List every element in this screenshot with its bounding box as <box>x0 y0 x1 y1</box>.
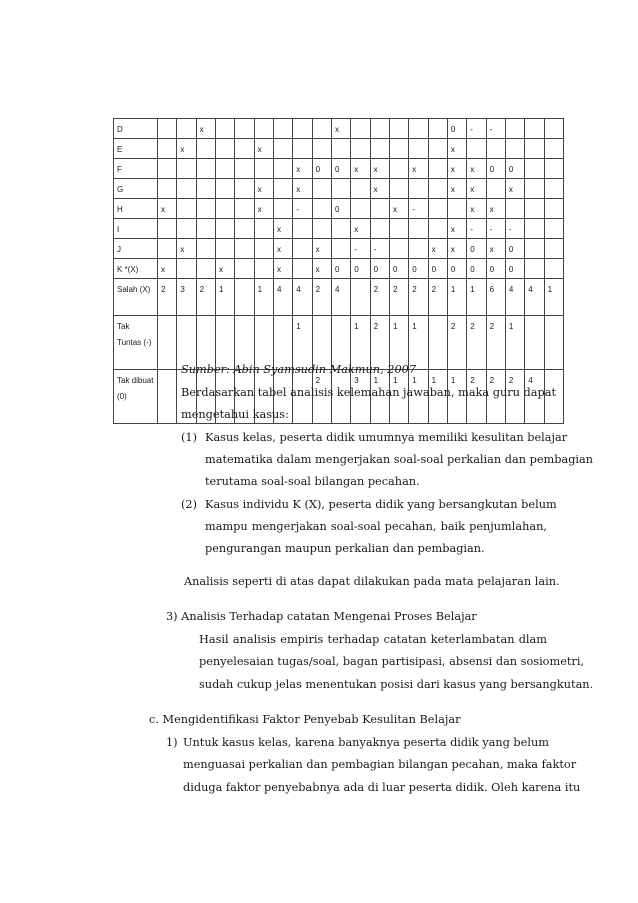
table-row <box>114 199 564 219</box>
list-item-line: matematika dalam mengerjakan soal-soal perkalian dan pembagian <box>205 453 594 466</box>
table-cell <box>254 239 273 259</box>
table-cell: 2 <box>447 316 466 370</box>
table-cell: 1 <box>447 370 466 424</box>
table-row <box>114 259 564 279</box>
table-cell <box>235 219 254 239</box>
row-label: Salah (X) <box>114 279 158 316</box>
table-cell <box>293 239 312 259</box>
table-cell: 0 <box>331 259 350 279</box>
table-cell <box>273 199 292 219</box>
table-cell <box>158 239 177 259</box>
table-cell: 4 <box>525 370 544 424</box>
table-cell <box>428 159 447 179</box>
table-cell <box>389 159 408 179</box>
analysis-table-container <box>113 118 563 424</box>
table-cell <box>428 119 447 139</box>
table-cell: - <box>351 239 370 259</box>
table-cell: 0 <box>331 159 350 179</box>
table-cell <box>273 119 292 139</box>
table-cell: - <box>505 219 524 239</box>
table-cell <box>389 119 408 139</box>
table-cell <box>544 199 563 219</box>
paragraph-line: Berdasarkan tabel analisis kelemahan jawaban, maka guru dapat <box>181 386 556 399</box>
table-cell <box>293 259 312 279</box>
table-cell: x <box>447 219 466 239</box>
table-cell <box>196 179 215 199</box>
row-label: Tak Tuntas (-) <box>114 316 158 370</box>
table-cell: 0 <box>428 259 447 279</box>
table-cell: 1 <box>293 316 312 370</box>
list-number: (1) <box>181 431 198 444</box>
table-cell: 0 <box>370 259 389 279</box>
table-cell <box>525 219 544 239</box>
table-cell <box>486 179 505 199</box>
table-cell <box>235 239 254 259</box>
table-cell: x <box>447 139 466 159</box>
table-cell <box>215 219 234 239</box>
table-row <box>114 279 564 316</box>
table-cell <box>273 179 292 199</box>
row-label: I <box>114 219 158 239</box>
table-cell: x <box>331 119 350 139</box>
table-cell: - <box>370 239 389 259</box>
table-cell <box>293 219 312 239</box>
table-cell: 2 <box>389 279 408 316</box>
table-cell: x <box>486 239 505 259</box>
table-cell <box>273 139 292 159</box>
table-cell: 2 <box>312 370 331 424</box>
table-cell: 0 <box>486 159 505 179</box>
table-cell <box>544 259 563 279</box>
table-cell: x <box>351 219 370 239</box>
table-cell: - <box>409 199 428 219</box>
table-cell: x <box>158 199 177 219</box>
table-cell <box>544 219 563 239</box>
table-cell: x <box>293 159 312 179</box>
row-label: J <box>114 239 158 259</box>
table-cell: x <box>215 259 234 279</box>
table-cell <box>409 179 428 199</box>
list-item-line: terutama soal-soal bilangan pecahan. <box>205 475 420 488</box>
paragraph-line: Hasil analisis empiris terhadap catatan keterlambatan dlam <box>199 633 547 646</box>
table-cell <box>215 139 234 159</box>
table-cell <box>525 239 544 259</box>
table-cell <box>196 159 215 179</box>
table-cell: 2 <box>486 316 505 370</box>
table-cell <box>312 139 331 159</box>
table-cell <box>196 219 215 239</box>
table-cell: x <box>370 179 389 199</box>
table-cell: 0 <box>505 259 524 279</box>
table-cell: 0 <box>447 119 466 139</box>
table-cell: 0 <box>409 259 428 279</box>
table-cell: 1 <box>467 279 486 316</box>
table-cell <box>544 139 563 159</box>
table-cell: 1 <box>544 279 563 316</box>
table-cell <box>235 259 254 279</box>
table-cell <box>312 219 331 239</box>
table-cell: 0 <box>467 239 486 259</box>
table-cell <box>177 199 196 219</box>
table-cell <box>525 119 544 139</box>
table-cell: 1 <box>428 370 447 424</box>
table-cell: x <box>273 219 292 239</box>
table-cell: - <box>293 199 312 219</box>
table-cell: 0 <box>331 199 350 219</box>
table-cell: 0 <box>505 159 524 179</box>
paragraph-line: penyelesaian tugas/soal, bagan partisipasi, absensi dan sosiometri, <box>199 655 585 668</box>
table-cell <box>544 119 563 139</box>
table-row <box>114 159 564 179</box>
table-cell <box>331 239 350 259</box>
table-cell: 0 <box>486 259 505 279</box>
table-cell <box>331 139 350 159</box>
table-cell: x <box>467 159 486 179</box>
table-cell: x <box>177 239 196 259</box>
table-cell: x <box>486 199 505 219</box>
table-cell: x <box>505 179 524 199</box>
weakness-analysis-table <box>113 118 564 424</box>
paragraph-line: diduga faktor penyebabnya ada di luar peserta didik. Oleh karena itu <box>183 781 581 794</box>
row-label: G <box>114 179 158 199</box>
table-cell <box>409 119 428 139</box>
table-cell <box>215 179 234 199</box>
table-cell: 2 <box>370 279 389 316</box>
table-cell <box>544 159 563 179</box>
table-cell: 4 <box>505 279 524 316</box>
table-cell <box>254 119 273 139</box>
table-cell: 0 <box>447 259 466 279</box>
table-cell <box>215 119 234 139</box>
table-cell: x <box>428 239 447 259</box>
table-cell <box>177 219 196 239</box>
table-cell: 3 <box>177 279 196 316</box>
table-cell: - <box>467 119 486 139</box>
table-cell <box>312 119 331 139</box>
table-cell <box>389 219 408 239</box>
table-cell <box>428 219 447 239</box>
list-item-line: pengurangan maupun perkalian dan pembagian. <box>205 542 485 555</box>
table-cell <box>428 316 447 370</box>
table-cell: 4 <box>293 279 312 316</box>
table-cell <box>215 159 234 179</box>
table-cell <box>158 179 177 199</box>
table-cell: x <box>293 179 312 199</box>
table-cell: 4 <box>273 279 292 316</box>
row-label: K *(X) <box>114 259 158 279</box>
table-cell <box>158 159 177 179</box>
table-cell <box>215 239 234 259</box>
table-cell: x <box>254 139 273 159</box>
table-cell <box>235 139 254 159</box>
table-cell <box>525 179 544 199</box>
table-cell <box>196 199 215 219</box>
table-cell: x <box>409 159 428 179</box>
table-cell <box>525 259 544 279</box>
table-cell: 3 <box>351 370 370 424</box>
table-cell <box>351 179 370 199</box>
table-cell: 1 <box>409 370 428 424</box>
table-cell <box>428 139 447 159</box>
table-cell: x <box>447 239 466 259</box>
table-cell: 0 <box>312 159 331 179</box>
table-cell: 1 <box>409 316 428 370</box>
table-cell: x <box>389 199 408 219</box>
table-cell: 0 <box>351 259 370 279</box>
table-cell: 2 <box>486 370 505 424</box>
table-cell: x <box>273 259 292 279</box>
table-cell: 1 <box>389 370 408 424</box>
paragraph-line: Untuk kasus kelas, karena banyaknya peserta didik yang belum <box>183 736 549 749</box>
table-cell <box>505 199 524 219</box>
table-cell: 1 <box>351 316 370 370</box>
table-row <box>114 239 564 259</box>
row-label: E <box>114 139 158 159</box>
table-cell: - <box>486 219 505 239</box>
table-cell <box>351 139 370 159</box>
table-cell <box>158 370 177 424</box>
table-cell <box>467 139 486 159</box>
table-cell <box>409 219 428 239</box>
paragraph-line: mengetahui kasus: <box>181 408 289 421</box>
table-cell <box>370 119 389 139</box>
table-cell: 1 <box>370 370 389 424</box>
table-cell <box>235 159 254 179</box>
list-item-line: Kasus individu K (X), peserta didik yang bersangkutan belum <box>205 498 557 511</box>
table-cell: 0 <box>467 259 486 279</box>
table-cell <box>158 119 177 139</box>
list-number: (2) <box>181 498 198 511</box>
table-cell <box>177 119 196 139</box>
table-cell <box>158 316 177 370</box>
table-cell: 4 <box>331 279 350 316</box>
table-cell <box>409 139 428 159</box>
table-cell <box>428 179 447 199</box>
table-cell: x <box>254 199 273 219</box>
row-label: F <box>114 159 158 179</box>
table-cell: 2 <box>158 279 177 316</box>
section-heading: 3) Analisis Terhadap catatan Mengenai Proses Belajar <box>166 610 477 623</box>
table-cell <box>544 316 563 370</box>
row-label: Tak dibuat (0) <box>114 370 158 424</box>
table-cell <box>389 179 408 199</box>
table-cell: x <box>447 159 466 179</box>
section-heading: c. Mengidentifikasi Faktor Penyebab Kesulitan Belajar <box>149 713 461 726</box>
table-cell: x <box>312 259 331 279</box>
table-cell <box>331 179 350 199</box>
table-cell <box>312 179 331 199</box>
table-cell <box>177 179 196 199</box>
table-cell: x <box>158 259 177 279</box>
paragraph-line: sudah cukup jelas menentukan posisi dari kasus yang bersangkutan. <box>199 678 594 691</box>
table-cell: x <box>370 159 389 179</box>
table-row <box>114 119 564 139</box>
table-cell <box>370 219 389 239</box>
row-label: H <box>114 199 158 219</box>
table-cell <box>158 219 177 239</box>
table-cell: 4 <box>525 279 544 316</box>
table-cell: 2 <box>409 279 428 316</box>
table-cell: 6 <box>486 279 505 316</box>
table-cell <box>525 316 544 370</box>
table-cell <box>273 159 292 179</box>
table-cell <box>331 219 350 239</box>
table-source-caption: Sumber: Abin Syamsudin Makmun, 2007 <box>181 363 417 376</box>
table-cell <box>544 179 563 199</box>
table-cell <box>351 199 370 219</box>
table-cell: x <box>254 179 273 199</box>
list-item-line: Kasus kelas, peserta didik umumnya memiliki kesulitan belajar <box>205 431 568 444</box>
table-cell <box>254 159 273 179</box>
table-cell: x <box>467 179 486 199</box>
table-cell <box>293 139 312 159</box>
table-cell <box>196 259 215 279</box>
table-cell <box>525 199 544 219</box>
table-row <box>114 179 564 199</box>
table-cell: 1 <box>447 279 466 316</box>
table-cell <box>409 239 428 259</box>
table-cell: x <box>351 159 370 179</box>
table-cell <box>370 199 389 219</box>
table-cell <box>351 279 370 316</box>
paragraph-line: menguasai perkalian dan pembagian bilangan pecahan, maka faktor <box>183 758 577 771</box>
table-row <box>114 139 564 159</box>
table-cell: x <box>177 139 196 159</box>
table-cell <box>196 139 215 159</box>
list-number: 1) <box>166 736 178 749</box>
table-cell <box>177 259 196 279</box>
table-cell <box>177 159 196 179</box>
table-cell <box>428 199 447 219</box>
table-cell: 1 <box>215 279 234 316</box>
table-cell: x <box>467 199 486 219</box>
table-cell: - <box>486 119 505 139</box>
table-cell <box>235 199 254 219</box>
table-cell <box>389 139 408 159</box>
table-cell <box>254 219 273 239</box>
table-cell <box>370 139 389 159</box>
table-cell: 2 <box>467 370 486 424</box>
table-cell <box>525 139 544 159</box>
table-cell <box>505 139 524 159</box>
table-cell: 1 <box>389 316 408 370</box>
list-item-line: mampu mengerjakan soal-soal pecahan, baik penjumlahan, <box>205 520 547 533</box>
table-cell: - <box>467 219 486 239</box>
table-cell: 2 <box>467 316 486 370</box>
table-cell: 2 <box>312 279 331 316</box>
table-cell <box>235 279 254 316</box>
table-cell <box>235 119 254 139</box>
table-cell <box>525 159 544 179</box>
table-cell: 2 <box>196 279 215 316</box>
table-cell: x <box>273 239 292 259</box>
table-cell <box>486 139 505 159</box>
table-cell: x <box>196 119 215 139</box>
table-row <box>114 219 564 239</box>
table-cell: 2 <box>505 370 524 424</box>
table-cell <box>351 119 370 139</box>
table-cell: x <box>447 179 466 199</box>
table-cell <box>544 239 563 259</box>
row-label: D <box>114 119 158 139</box>
table-cell: 2 <box>428 279 447 316</box>
table-cell <box>215 199 234 219</box>
table-cell: x <box>312 239 331 259</box>
table-cell <box>254 259 273 279</box>
table-cell: 0 <box>505 239 524 259</box>
table-cell <box>505 119 524 139</box>
table-cell <box>389 239 408 259</box>
table-cell <box>196 239 215 259</box>
table-cell <box>235 179 254 199</box>
table-cell <box>158 139 177 159</box>
table-cell: 1 <box>505 316 524 370</box>
table-cell <box>447 199 466 219</box>
table-cell <box>312 199 331 219</box>
table-cell: 1 <box>254 279 273 316</box>
table-cell <box>293 119 312 139</box>
table-cell: 0 <box>389 259 408 279</box>
table-cell: 2 <box>370 316 389 370</box>
paragraph-line: Analisis seperti di atas dapat dilakukan pada mata pelajaran lain. <box>184 575 560 588</box>
